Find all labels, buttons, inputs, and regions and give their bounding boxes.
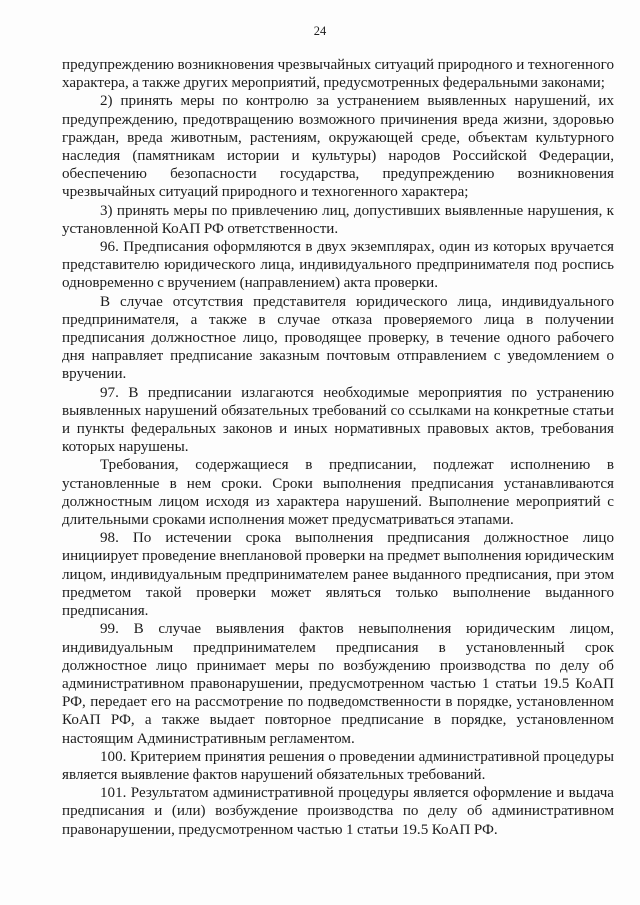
paragraph-100: 100. Критерием принятия решения о проведении административной процедуры является выявление фактов нарушений обязательных требований.	[62, 748, 614, 783]
paragraph-96: 96. Предписания оформляются в двух экземплярах, один из которых вручается представителю юридического лица, индивидуального предпринимателя под роспись одновременно с вручением (направлением) акта проверки.	[62, 239, 614, 292]
paragraph-101: 101. Результатом административной процедуры является оформление и выдача предписания и (или) возбуждение производства по делу об административном правонарушении, предусмотренном частью 1 статьи 19.5 КоАП РФ.	[62, 785, 614, 838]
paragraph-item-2: 2) принять меры по контролю за устранением выявленных нарушений, их предупреждению, предотвращению возможного причинения вреда жизни, здоровью граждан, вреда животным, растениям, окружающей среде, объектам культурного наследия (памятникам истории и культуры) народов Российской Федерации, обеспечению безопасности государства, предупреждению возникновения чрезвычайных ситуаций природного и техногенного характера;	[62, 93, 614, 201]
paragraph-item-3: 3) принять меры по привлечению лиц, допустивших выявленные нарушения, к установленной КоАП РФ ответственности.	[62, 202, 614, 237]
page-number: 24	[313, 24, 327, 38]
paragraph-96-absence: В случае отсутствия представителя юридического лица, индивидуального предпринимателя, а также в случае отказа проверяемого лица в получении предписания должностное лицо, проводящее проверку, в течение одного рабочего дня направляет предписание заказным почтовым отправлением с уведомлением о вручении.	[62, 293, 614, 383]
document-body	[62, 56, 614, 839]
paragraph-99: 99. В случае выявления фактов невыполнения юридическим лицом, индивидуальным предпринимателем предписания в установленный срок должностное лицо принимает меры по возбуждению производства по делу об административном правонарушении, предусмотренном частью 1 статьи 19.5 КоАП РФ, передает его на рассмотрение по подведомственности в порядке, установленном КоАП РФ, а также выдает повторное предписание в порядке, установленном настоящим Административным регламентом.	[62, 621, 614, 747]
paragraph-97: 97. В предписании излагаются необходимые мероприятия по устранению выявленных нарушений обязательных требований со ссылками на конкретные статьи и пункты федеральных законов и иных нормативных правовых актов, требования которых нарушены.	[62, 384, 614, 456]
paragraph-continuation: предупреждению возникновения чрезвычайных ситуаций природного и техногенного характера, а также других мероприятий, предусмотренных федеральными законами;	[62, 57, 614, 92]
paragraph-98: 98. По истечении срока выполнения предписания должностное лицо инициирует проведение внеплановой проверки на предмет выполнения юридическим лицом, индивидуальным предпринимателем ранее выданного предписания, при этом предметом такой проверки может являться только выполнение выданного предписания.	[62, 530, 614, 620]
paragraph-97-requirements: Требования, содержащиеся в предписании, подлежат исполнению в установленные в нем сроки. Сроки выполнения предписания устанавливаются должностным лицом исходя из характера нарушений. Выполнение мероприятий с длительными сроками исполнения может предусматриваться этапами.	[62, 457, 614, 529]
